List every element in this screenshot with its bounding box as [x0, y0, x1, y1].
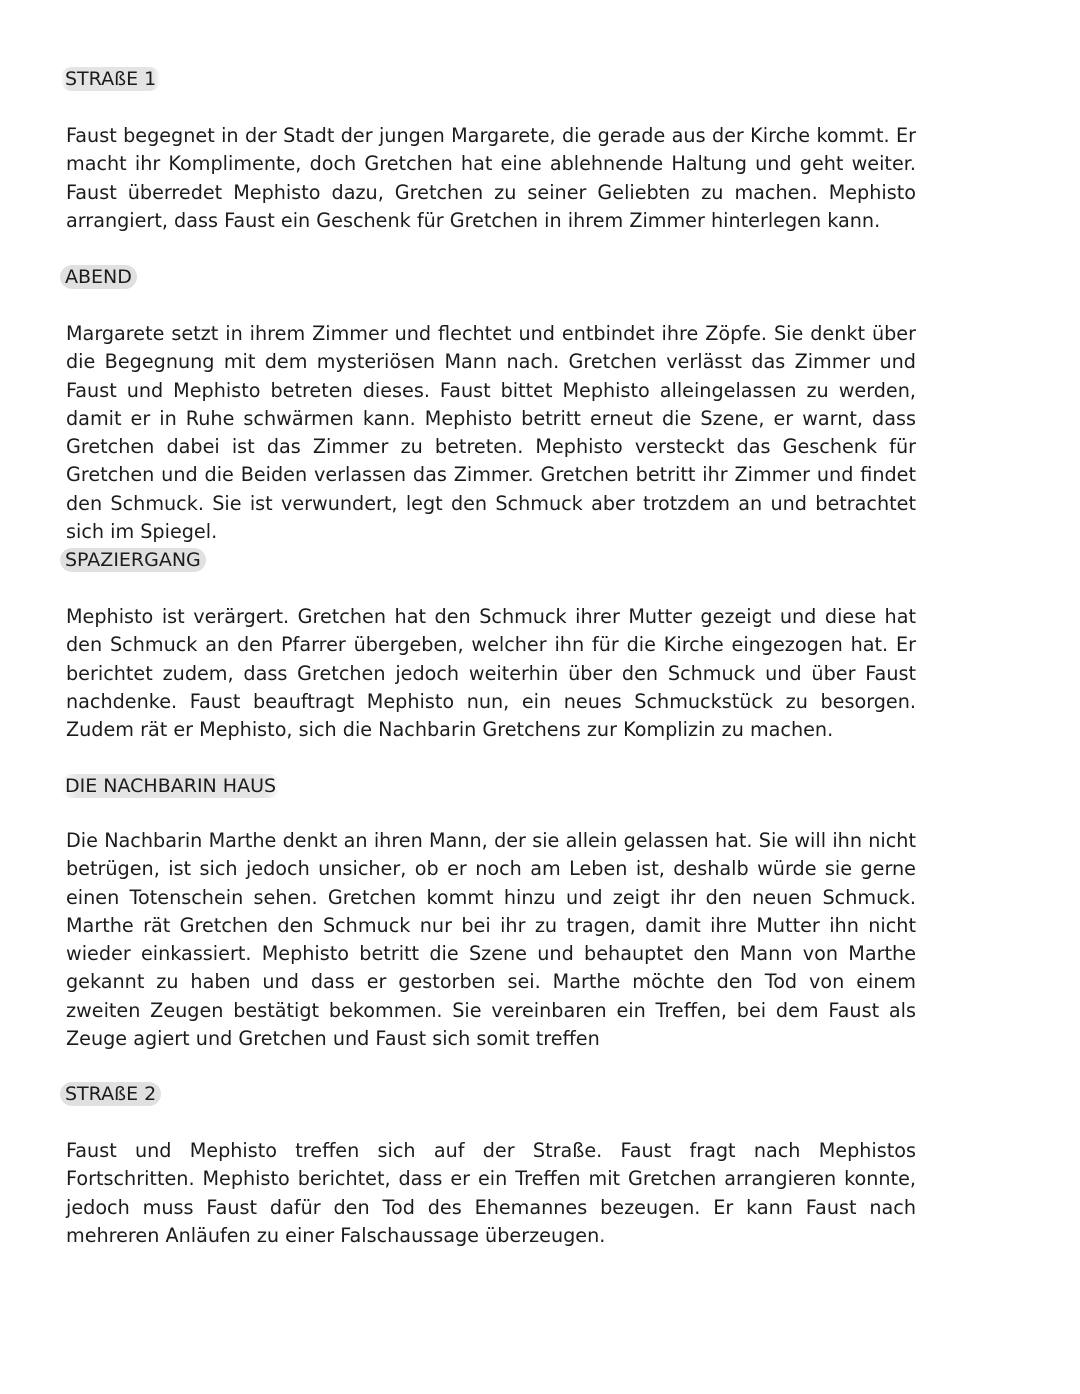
section-heading-strasse-1: STRAßE 1 — [60, 67, 161, 91]
section-text-spaziergang: Mephisto ist verärgert. Gretchen hat den Schmuck ihrer Mutter gezeigt und diese hat den Schmuck an den Pfarrer übergeben, welcher ihn für die Kirche eingezogen hat. Er berichtet zudem, dass Gretchen jedoch weiterhin über den Schmuck und über Faust nachdenke. Faust beauftragt Mephisto nun, ein neues Schmuckstück zu besorgen. Zudem rät er Mephisto, sich die Nachbarin Gretchens zur Komplizin zu machen. — [66, 605, 916, 742]
section-text-strasse-1: Faust begegnet in der Stadt der jungen Margarete, die gerade aus der Kirche kommt. Er macht ihr Komplimente, doch Gretchen hat eine ablehnende Haltung und geht weiter. Faust überredet Mephisto dazu, Gretchen zu seiner Geliebten zu machen. Mephisto arrangiert, dass Faust ein Geschenk für Gretchen in ihrem Zimmer hinterlegen kann. — [66, 124, 916, 232]
section-heading-spaziergang: SPAZIERGANG — [60, 548, 206, 572]
section-heading-abend: ABEND — [60, 265, 137, 289]
section-text-strasse-2: Faust und Mephisto treffen sich auf der Straße. Faust fragt nach Mephistos Fortschritten. Mephisto berichtet, dass er ein Treffen mit Gretchen arrangieren konnte, jedoch muss Faust dafür den Tod des Ehemannes bezeugen. Er kann Faust nach mehreren Anläufen zu einer Falschaussage überzeugen. — [66, 1139, 916, 1247]
section-text-die-nachbarin-haus: Die Nachbarin Marthe denkt an ihren Mann, der sie allein gelassen hat. Sie will ihn nicht betrügen, ist sich jedoch unsicher, ob er noch am Leben ist, deshalb würde sie gerne einen Totenschein sehen. Gretchen kommt hinzu und zeigt ihr den neuen Schmuck. Marthe rät Gretchen den Schmuck nur bei ihr zu tragen, damit ihre Mutter ihn nicht wieder einkassiert. Mephisto betritt die Szene und behauptet den Mann von Marthe gekannt zu haben und dass er gestorben sei. Marthe möchte den Tod von einem zweiten Zeugen bestätigt bekommen. Sie vereinbaren ein Treffen, bei dem Faust als Zeuge agiert und Gretchen und Faust sich somit treffen — [66, 829, 916, 1051]
section-heading-die-nachbarin-haus: DIE NACHBARIN HAUS — [60, 774, 281, 798]
section-heading-strasse-2: STRAßE 2 — [60, 1082, 161, 1106]
section-text-abend: Margarete setzt in ihrem Zimmer und flechtet und entbindet ihre Zöpfe. Sie denkt über die Begegnung mit dem mysteriösen Mann nach. Gretchen verlässt das Zimmer und Faust und Mephisto betreten dieses. Faust bittet Mephisto alleingelassen zu werden, damit er in Ruhe schwärmen kann. Mephisto betritt erneut die Szene, er warnt, dass Gretchen dabei ist das Zimmer zu betreten. Mephisto versteckt das Geschenk für Gretchen und die Beiden verlassen das Zimmer. Gretchen betritt ihr Zimmer und findet den Schmuck. Sie ist verwundert, legt den Schmuck aber trotzdem an und betrachtet sich im Spiegel. — [66, 322, 916, 544]
